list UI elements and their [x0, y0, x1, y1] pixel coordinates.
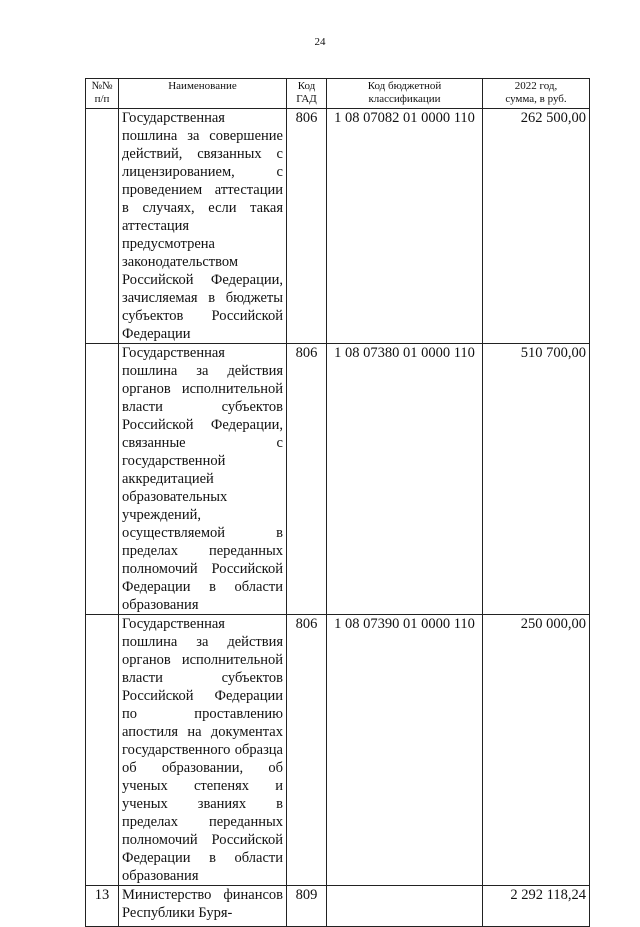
- header-number: №№ п/п: [86, 79, 119, 109]
- table-row: [86, 109, 590, 344]
- table-row: [86, 344, 590, 615]
- row-budget-code: 1 08 07380 01 0000 110: [327, 344, 483, 615]
- row-budget-code: 1 08 07390 01 0000 110: [327, 615, 483, 886]
- row-amount: 262 500,00: [483, 109, 590, 344]
- budget-revenue-table: [85, 78, 590, 927]
- row-gad-code: 806: [287, 615, 327, 886]
- row-budget-code: 1 08 07082 01 0000 110: [327, 109, 483, 344]
- page-number: 24: [314, 36, 326, 48]
- row-amount: 250 000,00: [483, 615, 590, 886]
- row-gad-code: 806: [287, 109, 327, 344]
- row-gad-code: 809: [287, 886, 327, 927]
- table-header-row: [86, 79, 590, 109]
- header-name: Наименование: [119, 79, 287, 109]
- row-name: Государственная пошлина за действия органов исполнительной власти субъектов Российской Федерации, связанные с государственной аккредитацией образовательных учреждений, осуществляемой в пределах переданных полномочий Российской Федерации в области образования: [119, 344, 287, 615]
- header-amount-2022: 2022 год, сумма, в руб.: [483, 79, 590, 109]
- table-row: [86, 886, 590, 927]
- row-name: Государственная пошлина за совершение действий, связанных с лицензированием, с проведением аттестации в случаях, если такая аттестация предусмотрена законодательством Российской Федерации, зачисляемая в бюджеты субъектов Российской Федерации: [119, 109, 287, 344]
- row-name: Государственная пошлина за действия органов исполнительной власти субъектов Российской Федерации по проставлению апостиля на документах государственного образца об образовании, об ученых степенях и ученых званиях в пределах переданных полномочий Российской Федерации в области образования: [119, 615, 287, 886]
- header-gad-code: Код ГАД: [287, 79, 327, 109]
- row-number: 13: [86, 886, 119, 927]
- row-amount: 2 292 118,24: [483, 886, 590, 927]
- row-amount: 510 700,00: [483, 344, 590, 615]
- row-name: Министерство финансов Республики Буря-: [119, 886, 287, 927]
- row-number: [86, 615, 119, 886]
- header-budget-code: Код бюджетной классификации: [327, 79, 483, 109]
- row-gad-code: 806: [287, 344, 327, 615]
- row-number: [86, 344, 119, 615]
- row-number: [86, 109, 119, 344]
- row-budget-code: [327, 886, 483, 927]
- table-row: [86, 615, 590, 886]
